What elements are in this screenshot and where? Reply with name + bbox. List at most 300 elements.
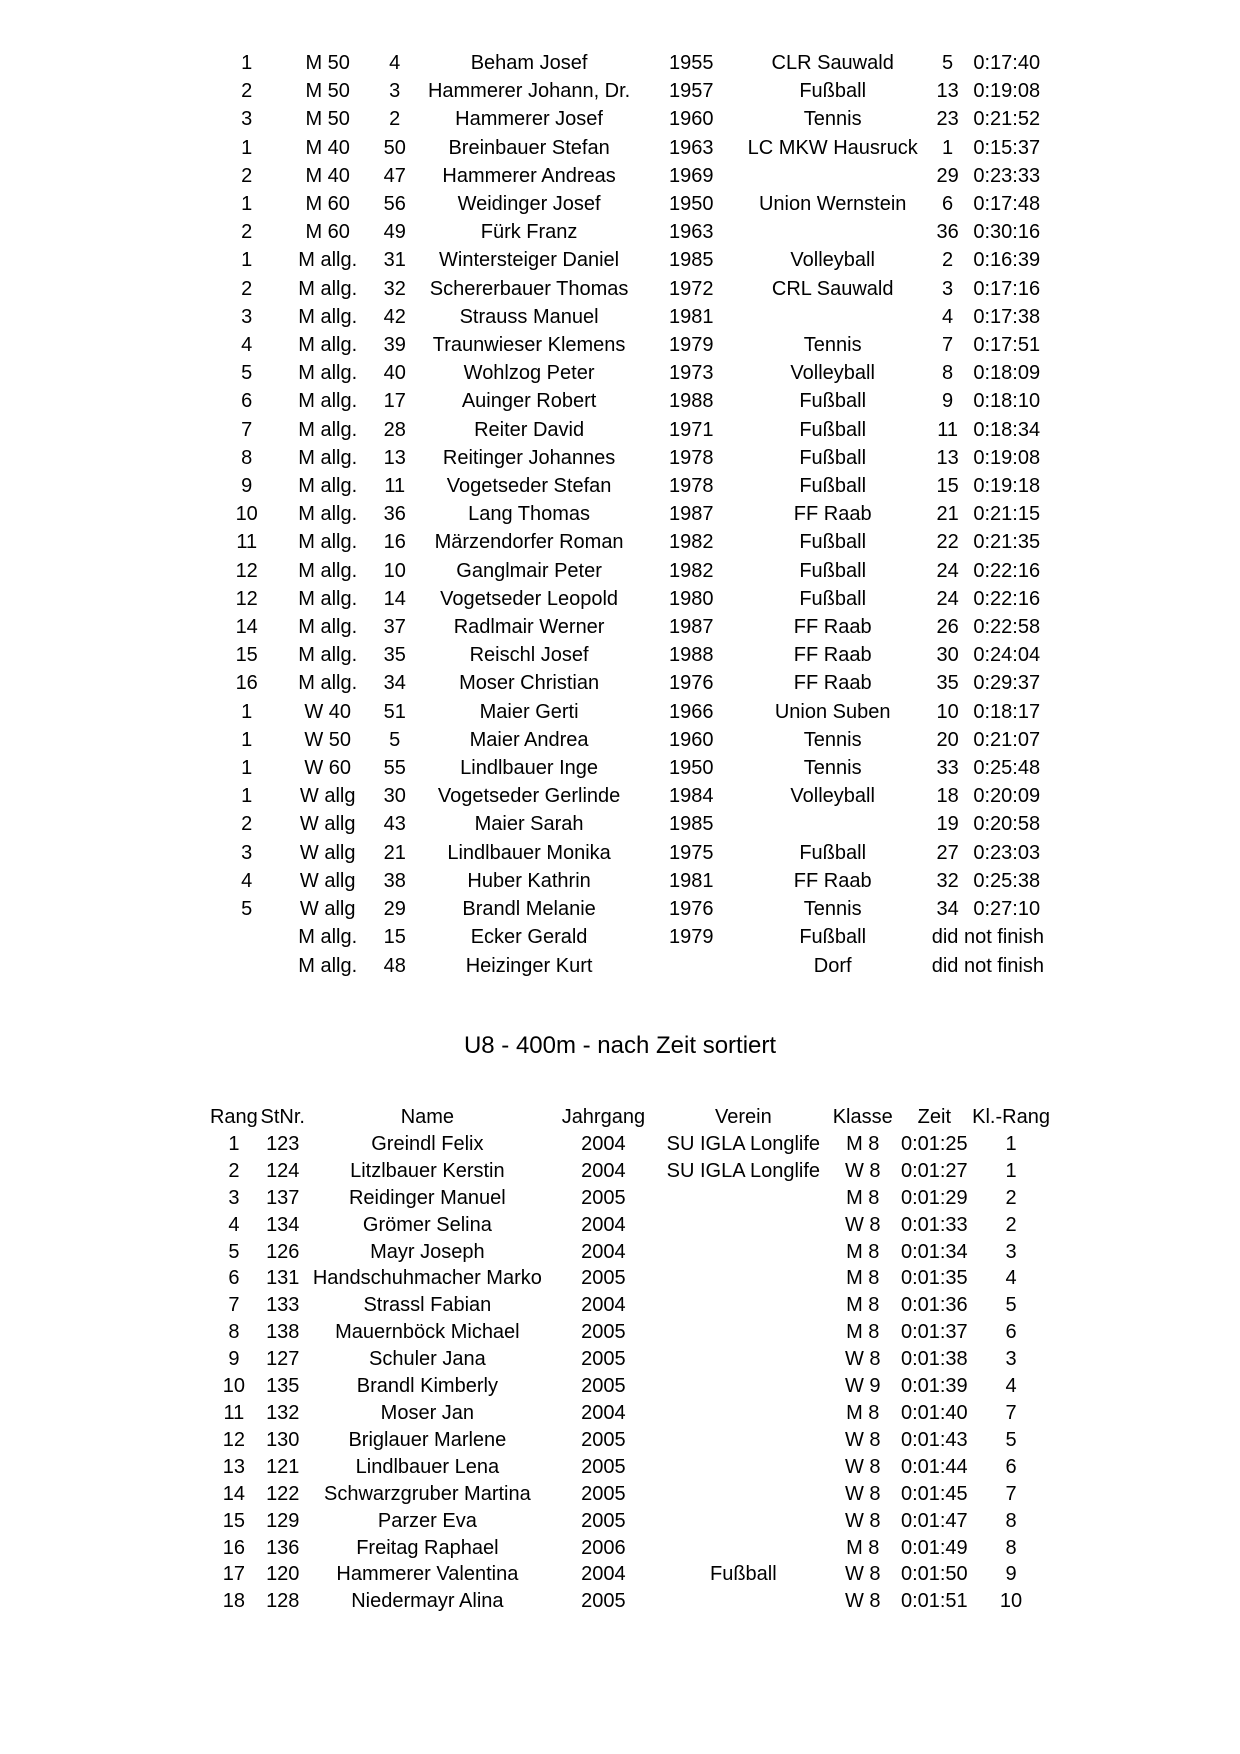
cell-name: Traunwieser Klemens (432, 334, 626, 357)
cell-club: Fußball (799, 80, 867, 103)
cell-year: 1982 (668, 531, 714, 554)
cell-year: 1988 (668, 390, 714, 413)
cell-year: 1984 (668, 785, 714, 808)
table-row-dnf (218, 923, 1050, 951)
table-row (208, 1319, 1050, 1346)
cell-club: Fußball (799, 531, 867, 554)
cell-time: 0:01:50 (900, 1563, 968, 1586)
cell-club: Fußball (799, 926, 867, 949)
cell-class: M allg. (298, 475, 358, 498)
cell-bib: 39 (383, 334, 406, 357)
cell-name: Maier Andrea (469, 728, 589, 751)
cell-overall: 26 (936, 616, 959, 639)
cell-class: M allg. (298, 277, 358, 300)
cell-club (658, 1427, 829, 1454)
table-row (208, 1185, 1050, 1212)
cell-year: 1976 (668, 898, 714, 921)
cell-time: 0:01:27 (900, 1159, 968, 1182)
cell-overall: 30 (936, 644, 959, 667)
cell-class: W allg (299, 841, 356, 864)
cell-bib: 133 (266, 1294, 300, 1317)
cell-name: Fürk Franz (480, 221, 578, 244)
cell-rank: 2 (241, 277, 253, 300)
cell-class: W 9 (844, 1375, 881, 1398)
header-row (208, 1104, 1050, 1131)
cell-rank: 9 (228, 1348, 240, 1371)
cell-year: 1981 (668, 869, 714, 892)
cell-year: 2005 (581, 1455, 626, 1478)
cell-year: 2005 (581, 1321, 626, 1344)
cell-year: 2004 (581, 1132, 626, 1155)
cell-name: Hammerer Josef (455, 108, 603, 131)
cell-class: M 40 (305, 136, 350, 159)
header-class: Klasse (832, 1106, 893, 1128)
cell-bib: 137 (266, 1186, 300, 1209)
table-row (218, 726, 1050, 754)
table-row (218, 218, 1050, 246)
cell-club (658, 1239, 829, 1266)
cell-club (658, 1508, 829, 1535)
table-row (218, 303, 1050, 331)
cell-year: 1950 (668, 757, 714, 780)
cell-club (734, 810, 932, 838)
cell-class: W 8 (844, 1590, 881, 1613)
u8-results-table (208, 1104, 1050, 1615)
cell-name: Hammerer Andreas (442, 164, 616, 187)
cell-club: SU IGLA Longlife (666, 1159, 821, 1182)
cell-club: Fußball (799, 446, 867, 469)
cell-class: W 50 (304, 728, 352, 751)
cell-class: M allg. (298, 644, 358, 667)
cell-rank: 2 (241, 221, 253, 244)
cell-bib: 14 (383, 587, 406, 610)
cell-bib: 51 (383, 700, 406, 723)
cell-year: 1982 (668, 559, 714, 582)
cell-class: M 8 (846, 1536, 880, 1559)
cell-time: 0:01:25 (900, 1132, 968, 1155)
cell-rank: 10 (235, 503, 258, 526)
cell-club: LC MKW Hausruck (747, 136, 918, 159)
table-row (218, 190, 1050, 218)
cell-bib: 35 (383, 644, 406, 667)
cell-class: M allg. (298, 587, 358, 610)
cell-club: Volleyball (790, 249, 875, 272)
cell-rank: 15 (222, 1509, 246, 1532)
cell-rank: 13 (222, 1455, 246, 1478)
cell-rank: 16 (235, 672, 258, 695)
cell-bib: 123 (266, 1132, 300, 1155)
cell-rank (218, 923, 275, 951)
cell-overall: 2 (942, 249, 954, 272)
cell-rank: 3 (241, 305, 253, 328)
cell-bib: 43 (383, 813, 406, 836)
cell-bib: 126 (266, 1240, 300, 1263)
cell-rank: 1 (241, 757, 253, 780)
cell-year: 2004 (581, 1401, 626, 1424)
cell-class-rank: 7 (1005, 1482, 1017, 1505)
cell-class: M 40 (305, 164, 350, 187)
cell-time: 0:01:43 (900, 1428, 968, 1451)
cell-bib: 131 (266, 1267, 300, 1290)
cell-club (658, 1346, 829, 1373)
cell-time: 0:19:08 (973, 80, 1041, 103)
cell-name: Reidinger Manuel (348, 1186, 506, 1209)
cell-time: 0:19:18 (973, 475, 1041, 498)
cell-name: Moser Jan (380, 1401, 475, 1424)
table-row-dnf (218, 952, 1050, 980)
cell-class: W 8 (844, 1509, 881, 1532)
cell-rank: 1 (241, 249, 253, 272)
cell-bib: 28 (383, 418, 406, 441)
cell-class-rank: 3 (1005, 1348, 1017, 1371)
cell-rank: 12 (222, 1428, 246, 1451)
cell-class: W 40 (304, 700, 352, 723)
cell-rank: 1 (241, 728, 253, 751)
cell-rank: 16 (222, 1536, 246, 1559)
cell-class: M allg. (298, 954, 358, 977)
cell-rank: 1 (241, 700, 253, 723)
table-row (208, 1373, 1050, 1400)
table-row (208, 1481, 1050, 1508)
cell-class: M 8 (846, 1321, 880, 1344)
cell-class: W 8 (844, 1455, 881, 1478)
cell-year: 2004 (581, 1240, 626, 1263)
cell-time: 0:01:47 (900, 1509, 968, 1532)
cell-status: did not finish (931, 926, 1044, 949)
cell-bib: 50 (383, 136, 406, 159)
table-row (218, 275, 1050, 303)
cell-club: Tennis (803, 728, 862, 751)
cell-time: 0:25:48 (973, 757, 1041, 780)
cell-year: 1969 (668, 164, 714, 187)
cell-time: 0:20:58 (973, 813, 1041, 836)
cell-bib: 134 (266, 1213, 300, 1236)
cell-bib: 36 (383, 503, 406, 526)
cell-rank: 7 (241, 418, 253, 441)
cell-name: Hammerer Valentina (336, 1563, 519, 1586)
cell-overall: 13 (936, 446, 959, 469)
cell-overall: 24 (936, 587, 959, 610)
cell-time: 0:22:16 (973, 559, 1041, 582)
cell-bib: 17 (383, 390, 406, 413)
cell-name: Ecker Gerald (470, 926, 588, 949)
cell-time: 0:01:34 (900, 1240, 968, 1263)
cell-bib: 124 (266, 1159, 300, 1182)
cell-overall: 4 (942, 305, 954, 328)
cell-class-rank: 1 (1005, 1159, 1017, 1182)
cell-class-rank: 2 (1005, 1213, 1017, 1236)
cell-rank: 1 (241, 193, 253, 216)
cell-overall: 22 (936, 531, 959, 554)
cell-year: 2005 (581, 1186, 626, 1209)
cell-rank: 2 (241, 164, 253, 187)
cell-name: Schwarzgruber Martina (323, 1482, 531, 1505)
cell-year: 2004 (581, 1213, 626, 1236)
cell-class-rank: 3 (1005, 1240, 1017, 1263)
cell-time: 0:01:35 (900, 1267, 968, 1290)
cell-time: 0:17:51 (973, 334, 1041, 357)
cell-year: 2005 (581, 1482, 626, 1505)
cell-time: 0:15:37 (973, 136, 1041, 159)
cell-class: M allg. (298, 616, 358, 639)
cell-name: Strauss Manuel (459, 305, 599, 328)
cell-time: 0:01:44 (900, 1455, 968, 1478)
cell-year: 1963 (668, 136, 714, 159)
cell-bib: 31 (383, 249, 406, 272)
cell-bib: 129 (266, 1509, 300, 1532)
cell-club: Fußball (799, 841, 867, 864)
table-row (208, 1588, 1050, 1615)
cell-overall: 8 (942, 362, 954, 385)
cell-rank: 4 (228, 1213, 240, 1236)
cell-time: 0:18:10 (973, 390, 1041, 413)
cell-class: M allg. (298, 446, 358, 469)
cell-rank: 18 (222, 1590, 246, 1613)
cell-class: M allg. (298, 559, 358, 582)
cell-club (658, 1481, 829, 1508)
cell-name: Heizinger Kurt (465, 954, 593, 977)
cell-overall: 36 (936, 221, 959, 244)
cell-bib: 16 (383, 531, 406, 554)
cell-name: Maier Sarah (474, 813, 584, 836)
cell-class: W allg (299, 898, 356, 921)
table-row (218, 867, 1050, 895)
cell-club: SU IGLA Longlife (666, 1132, 821, 1155)
cell-rank: 1 (228, 1132, 240, 1155)
cell-time: 0:27:10 (973, 898, 1041, 921)
cell-rank: 8 (241, 446, 253, 469)
cell-club: FF Raab (793, 616, 872, 639)
cell-time: 0:01:29 (900, 1186, 968, 1209)
table-row (208, 1400, 1050, 1427)
cell-club (658, 1400, 829, 1427)
cell-time: 0:23:03 (973, 841, 1041, 864)
cell-class: M allg. (298, 418, 358, 441)
cell-rank: 12 (235, 587, 258, 610)
cell-bib: 4 (389, 52, 401, 74)
cell-club (658, 1319, 829, 1346)
table-row (218, 387, 1050, 415)
cell-bib: 120 (266, 1563, 300, 1586)
cell-rank: 6 (228, 1267, 240, 1290)
cell-class: W allg (299, 869, 356, 892)
table-row (208, 1561, 1050, 1588)
cell-time: 0:01:38 (900, 1348, 968, 1371)
cell-class: W allg (299, 813, 356, 836)
cell-year: 1975 (668, 841, 714, 864)
cell-class: M 60 (305, 193, 350, 216)
cell-class: M 50 (305, 52, 350, 74)
cell-time: 0:29:37 (973, 672, 1041, 695)
cell-class: M allg. (298, 362, 358, 385)
cell-name: Beham Josef (470, 52, 588, 74)
table-row (218, 444, 1050, 472)
header-name: Name (400, 1106, 455, 1128)
cell-name: Mayr Joseph (370, 1240, 485, 1263)
cell-year (649, 952, 734, 980)
cell-class-rank: 8 (1005, 1509, 1017, 1532)
cell-time: 0:23:33 (973, 164, 1041, 187)
cell-bib: 32 (383, 277, 406, 300)
cell-rank: 7 (228, 1294, 240, 1317)
table-row (218, 134, 1050, 162)
cell-year: 1966 (668, 700, 714, 723)
cell-year: 1955 (668, 52, 714, 74)
cell-year: 1987 (668, 503, 714, 526)
cell-time: 0:25:38 (973, 869, 1041, 892)
cell-year: 1960 (668, 728, 714, 751)
cell-class-rank: 5 (1005, 1428, 1017, 1451)
cell-time: 0:21:07 (973, 728, 1041, 751)
cell-rank: 1 (241, 136, 253, 159)
cell-class-rank: 7 (1005, 1401, 1017, 1424)
u8-table-body (208, 1131, 1050, 1615)
cell-bib: 55 (383, 757, 406, 780)
cell-year: 2004 (581, 1563, 626, 1586)
cell-rank: 2 (241, 813, 253, 836)
table-row (218, 331, 1050, 359)
cell-overall: 21 (936, 503, 959, 526)
table-row (218, 49, 1050, 77)
cell-rank: 3 (228, 1186, 240, 1209)
cell-time: 0:01:45 (900, 1482, 968, 1505)
cell-rank (218, 952, 275, 980)
cell-class: M 8 (846, 1401, 880, 1424)
cell-overall: 27 (936, 841, 959, 864)
cell-name: Wintersteiger Daniel (439, 249, 620, 272)
cell-time: 0:01:51 (900, 1590, 968, 1613)
cell-club (658, 1265, 829, 1292)
table-row (208, 1427, 1050, 1454)
cell-name: Litzlbauer Kerstin (350, 1159, 505, 1182)
cell-name: Vogetseder Leopold (440, 587, 619, 610)
cell-overall: 1 (942, 136, 954, 159)
cell-bib: 38 (383, 869, 406, 892)
cell-time: 0:01:49 (900, 1536, 968, 1559)
cell-rank: 11 (236, 531, 258, 554)
cell-time: 0:21:52 (973, 108, 1041, 131)
cell-class-rank: 1 (1005, 1132, 1017, 1155)
cell-class: W allg (299, 785, 356, 808)
cell-rank: 15 (235, 644, 258, 667)
table-row (218, 528, 1050, 556)
cell-time: 0:17:48 (973, 193, 1041, 216)
cell-bib: 138 (266, 1321, 300, 1344)
cell-overall: 33 (936, 757, 959, 780)
cell-bib: 127 (266, 1348, 300, 1371)
cell-time: 0:18:17 (973, 700, 1041, 723)
cell-year: 2005 (581, 1509, 626, 1532)
cell-name: Niedermayr Alina (351, 1590, 504, 1613)
cell-club: Dorf (813, 954, 852, 977)
table-row (218, 669, 1050, 697)
cell-year: 1985 (668, 813, 714, 836)
cell-name: Vogetseder Stefan (446, 475, 612, 498)
table-row (208, 1265, 1050, 1292)
cell-year: 1979 (668, 926, 714, 949)
cell-overall: 3 (942, 277, 954, 300)
cell-rank: 1 (241, 52, 253, 74)
cell-name: Lindlbauer Monika (447, 841, 611, 864)
cell-overall: 29 (936, 164, 959, 187)
cell-club: FF Raab (793, 644, 872, 667)
cell-time: 0:01:40 (900, 1401, 968, 1424)
cell-club: CRL Sauwald (771, 277, 894, 300)
cell-rank: 2 (241, 80, 253, 103)
cell-class-rank: 2 (1005, 1186, 1017, 1209)
cell-bib: 42 (383, 305, 406, 328)
table-row (218, 416, 1050, 444)
cell-year: 1981 (668, 305, 714, 328)
cell-name: Weidinger Josef (457, 193, 601, 216)
table-row (218, 500, 1050, 528)
cell-club: FF Raab (793, 672, 872, 695)
header-rank: Rang (209, 1106, 258, 1128)
cell-club: Fußball (799, 418, 867, 441)
header-year: Jahrgang (561, 1106, 646, 1128)
cell-time: 0:21:15 (973, 503, 1041, 526)
cell-class: W 8 (844, 1428, 881, 1451)
cell-rank: 4 (241, 869, 253, 892)
table-row (218, 359, 1050, 387)
cell-class-rank: 8 (1005, 1536, 1017, 1559)
cell-year: 1987 (668, 616, 714, 639)
cell-name: Schererbauer Thomas (429, 277, 629, 300)
cell-class: W 8 (844, 1563, 881, 1586)
cell-time: 0:17:38 (973, 305, 1041, 328)
cell-name: Freitag Raphael (356, 1536, 499, 1559)
cell-rank: 9 (241, 475, 253, 498)
cell-rank: 4 (241, 334, 253, 357)
table-row (218, 472, 1050, 500)
cell-bib: 2 (389, 108, 401, 131)
cell-rank: 8 (228, 1321, 240, 1344)
cell-class: M allg. (298, 334, 358, 357)
cell-rank: 1 (241, 785, 253, 808)
cell-bib: 29 (383, 898, 406, 921)
cell-name: Strassl Fabian (363, 1294, 492, 1317)
cell-year: 2005 (581, 1428, 626, 1451)
cell-class: M 50 (305, 80, 350, 103)
cell-year: 1972 (668, 277, 714, 300)
cell-time: 0:19:08 (973, 446, 1041, 469)
cell-club (658, 1588, 829, 1615)
cell-year: 1950 (668, 193, 714, 216)
cell-club (734, 218, 932, 246)
cell-name: Radlmair Werner (453, 616, 605, 639)
cell-name: Wohlzog Peter (463, 362, 595, 385)
cell-name: Handschuhmacher Marko (312, 1267, 542, 1290)
cell-name: Ganglmair Peter (456, 559, 602, 582)
cell-rank: 5 (241, 362, 253, 385)
cell-rank: 11 (223, 1401, 245, 1424)
table-row (218, 754, 1050, 782)
cell-bib: 47 (383, 164, 406, 187)
cell-class: M allg. (298, 390, 358, 413)
cell-overall: 18 (936, 785, 959, 808)
cell-year: 2005 (581, 1375, 626, 1398)
results-table-continued (218, 49, 1050, 980)
cell-club (658, 1373, 829, 1400)
cell-time: 0:22:16 (973, 587, 1041, 610)
cell-bib: 3 (389, 80, 401, 103)
cell-year: 1978 (668, 475, 714, 498)
table-row (218, 77, 1050, 105)
cell-time: 0:20:09 (973, 785, 1041, 808)
cell-name: Hammerer Johann, Dr. (427, 80, 631, 103)
table-row (218, 613, 1050, 641)
cell-time: 0:01:36 (900, 1294, 968, 1317)
